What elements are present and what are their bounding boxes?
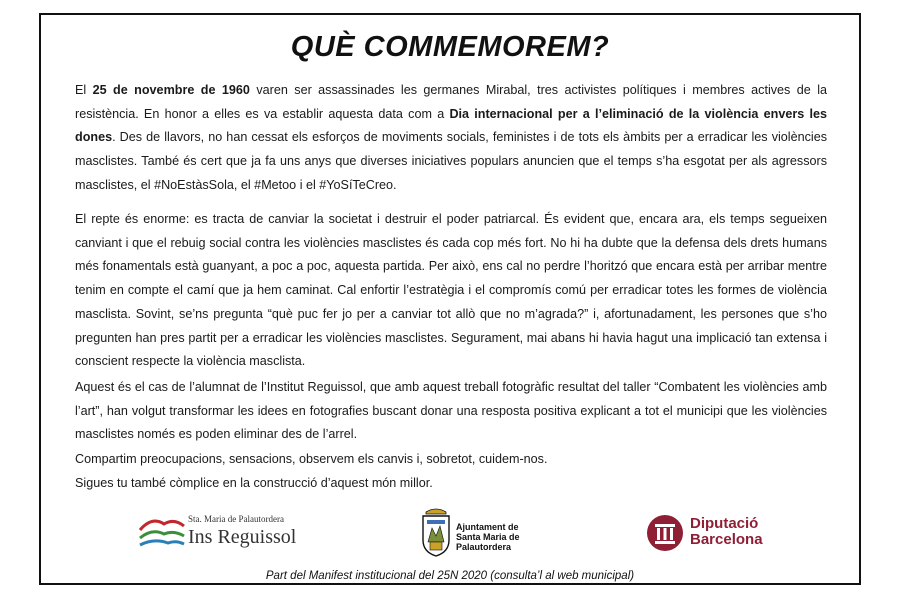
diputacio-line-2: Barcelona: [690, 531, 763, 548]
paragraph-1-text-a: El: [75, 83, 93, 97]
paragraph-2: El repte és enorme: es tracta de canviar la societat i destruir el poder patriarcal. És evident que, encara ara, els temps segueixen canviant i que el rebuig social contra les violències masclistes és cada cop més fort. No hi ha dubte que la defensa dels drets humans més fonamentals està guanyant, a poc a poc, aquesta partida. Per això, ens cal no perdre l’horitzó que encara està per arribar mentre tenim en compte el camí que ja hem caminat. Cal enfortir l’estratègia i el compromís comú per erradicar totes les formes de violència masclista. Sovint, se’ns pregunta “què puc fer jo per a canviar tot allò que no m’agrada?” i, afortunadament, les persones que s’ho pregunten han pres partit per a erradicar les violències masclistes. Segurament, mai abans hi havia hagut una implicació tan extensa i conscient respecte la violència masclista.: [75, 212, 827, 369]
paragraph-4: [75, 448, 827, 495]
diputacio-logo: [646, 514, 776, 554]
ajuntament-line-2: Santa Maria de: [456, 532, 520, 542]
ajuntament-line-3: Palautordera: [456, 542, 512, 552]
mountains-logo-icon: [138, 512, 186, 552]
closing-line-2: Sigues tu també còmplice en la construcció d’aquest món millor.: [75, 475, 433, 490]
page-title: QUÈ COMMEMOREM?: [290, 31, 610, 63]
logos-row: [0, 500, 900, 565]
diputacio-name: [690, 516, 763, 548]
coat-of-arms-icon: [420, 506, 452, 558]
ajuntament-logo: [420, 506, 530, 561]
closing-line-1: Compartim preocupacions, sensacions, observem els canvis i, sobretot, cuidem-nos.: [75, 452, 548, 466]
date-highlight: 25 de novembre de 1960: [92, 83, 250, 97]
paragraph-3: Aquest és el cas de l’alumnat de l’Institut Reguissol, que amb aquest treball fotogràfic resultat del taller “Combatent les violències amb l’art”, han volgut transformar les idees en fotografies buscant donar una resposta positiva explicant a tot el municipi que les violències masclistes només es poden eliminar des de l’arrel.: [75, 380, 827, 442]
paragraph-1-text-b: varen ser assassinades les germanes Mirabal, tres activistes polítiques i membres actives de la resistència. En honor a elles es va establir aquesta data com a: [75, 83, 827, 121]
footer-note: Part del Manifest institucional del 25N 2020 (consulta’l al web municipal): [265, 570, 635, 582]
ins-reguissol-logo: [138, 512, 297, 552]
diputacio-line-1: Diputació: [690, 515, 759, 532]
international-day-highlight: Dia internacional per a l’eliminació de la violència envers les dones: [75, 106, 827, 145]
diputacio-seal-icon: [646, 514, 684, 552]
ins-name: Ins Reguissol: [188, 526, 297, 548]
ajuntament-name: [456, 522, 520, 552]
ins-subtitle: Sta. Maria de Palautordera: [188, 514, 284, 524]
paragraph-1-text-c: . Des de llavors, no han cessat els esforços de moviments socials, feministes i de tots els àmbits per a erradicar les violències masclistes. També és cert que ja fa uns anys que diverses iniciatives populars anuncien que el temps s’ha esgotat per als agressors masclistes, el #NoEstàsSola, el #Metoo i el #YoSíTeCreo.: [75, 130, 827, 192]
paragraph-1: [75, 79, 827, 198]
ajuntament-line-1: Ajuntament de: [456, 522, 519, 532]
